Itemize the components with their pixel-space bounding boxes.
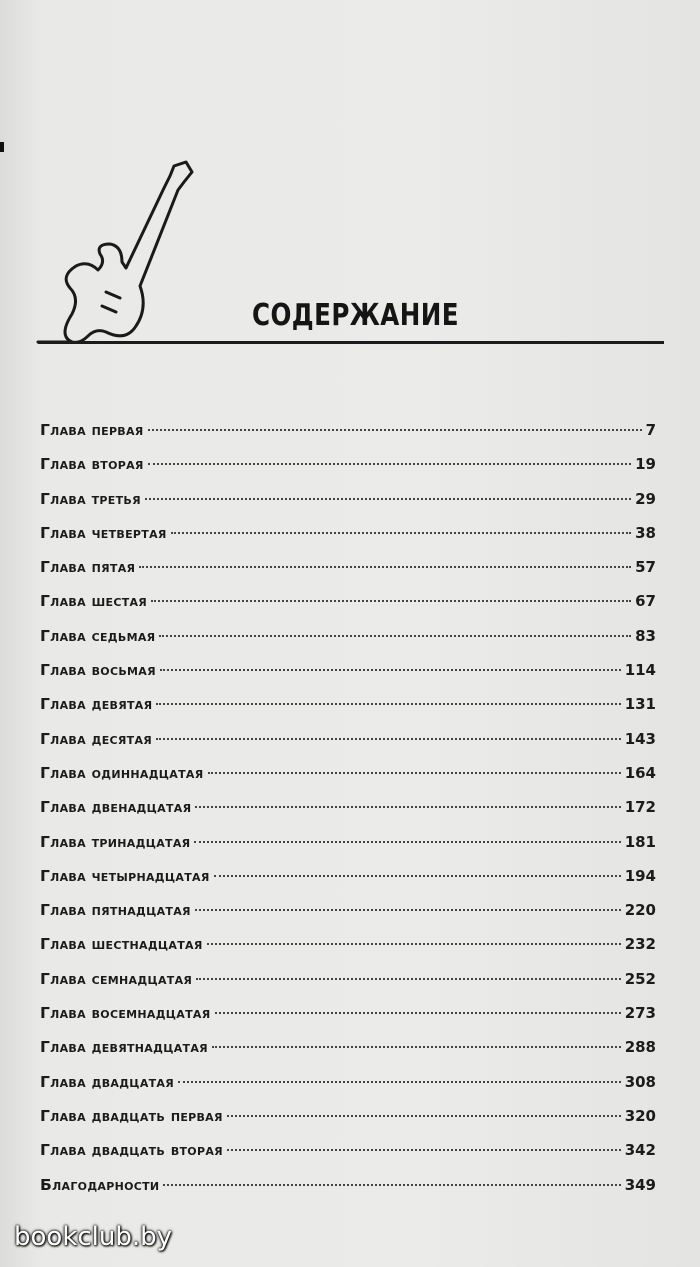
watermark: bookclub.by (14, 1222, 173, 1252)
toc-leader-dots (196, 978, 621, 980)
toc-entry-title: Глава восьмая (40, 661, 156, 680)
toc-leader-dots (145, 498, 631, 500)
toc-entry-page-number: 143 (624, 729, 656, 748)
toc-entry-page-number: 7 (645, 421, 656, 439)
toc-entry-page-number: 342 (624, 1141, 656, 1160)
toc-entry-title: Глава семнадцатая (40, 969, 193, 988)
toc-entry-title: Глава девятнадцатая (40, 1038, 208, 1057)
toc-entry-title: Глава первая (40, 421, 144, 439)
toc-entry-page-number: 273 (624, 1004, 656, 1023)
toc-entry-title: Глава двадцатая (40, 1072, 175, 1091)
toc-entry (40, 833, 656, 867)
toc-entry-title: Глава десятая (40, 729, 153, 748)
toc-entry (40, 970, 656, 1004)
toc-leader-dots (156, 703, 620, 705)
toc-entry (40, 695, 656, 729)
toc-entry-title: Глава двадцать вторая (40, 1141, 223, 1160)
toc-leader-dots (207, 943, 621, 945)
toc-entry-page-number: 57 (635, 558, 656, 577)
toc-entry-page-number: 288 (624, 1038, 656, 1057)
toc-entry-page-number: 220 (624, 901, 656, 920)
toc-entry-page-number: 67 (635, 592, 656, 611)
toc-entry (40, 1004, 656, 1038)
toc-entry (40, 1038, 656, 1072)
toc-entry-title: Глава четвертая (40, 523, 167, 542)
toc-entry-page-number: 308 (624, 1072, 656, 1091)
toc-entry-title: Глава девятая (40, 695, 153, 714)
toc-entry-page-number: 164 (624, 763, 656, 782)
toc-leader-dots (148, 463, 631, 465)
toc-leader-dots (212, 1046, 621, 1048)
toc-entry-title: Глава восемнадцатая (40, 1004, 211, 1023)
toc-entry-title: Глава шестнадцатая (40, 935, 203, 954)
toc-leader-dots (163, 1184, 620, 1186)
toc-entry (40, 1107, 656, 1141)
toc-entry-title: Глава тринадцатая (40, 832, 191, 851)
toc-entry-title: Глава двадцать первая (40, 1106, 223, 1125)
toc-leader-dots (208, 772, 621, 774)
toc-entry (40, 1141, 656, 1175)
page-title: СОДЕРЖАНИЕ (252, 298, 459, 333)
toc-leader-dots (227, 1149, 621, 1151)
toc-leader-dots (194, 841, 620, 843)
toc-entry-title: Глава седьмая (40, 626, 156, 645)
toc-leader-dots (156, 738, 621, 740)
table-of-contents (40, 421, 656, 1210)
toc-entry-title: Глава двенадцатая (40, 798, 192, 817)
toc-entry-page-number: 38 (635, 523, 656, 542)
toc-entry-page-number: 252 (624, 969, 656, 988)
toc-entry-title: Глава вторая (40, 455, 144, 474)
toc-entry-page-number: 194 (624, 866, 656, 885)
toc-entry (40, 901, 656, 935)
toc-leader-dots (151, 600, 631, 602)
toc-leader-dots (227, 1115, 621, 1117)
electric-guitar-icon (36, 158, 216, 348)
toc-leader-dots (215, 1012, 621, 1014)
toc-entry-page-number: 131 (624, 695, 656, 714)
toc-entry (40, 867, 656, 901)
toc-entry (40, 524, 656, 558)
toc-entry (40, 1073, 656, 1107)
toc-entry (40, 661, 656, 695)
heading-rule (38, 341, 664, 344)
toc-entry-title: Глава шестая (40, 592, 148, 611)
toc-entry (40, 558, 656, 592)
toc-entry-page-number: 320 (624, 1106, 656, 1125)
toc-entry-page-number: 232 (624, 935, 656, 954)
toc-entry (40, 935, 656, 969)
toc-entry (40, 1176, 656, 1210)
toc-entry-title: Глава одиннадцатая (40, 763, 204, 782)
toc-entry (40, 592, 656, 626)
toc-leader-dots (148, 429, 642, 431)
toc-entry-page-number: 83 (635, 626, 656, 645)
toc-entry-title: Благодарности (40, 1175, 160, 1194)
toc-leader-dots (160, 669, 621, 671)
toc-entry-page-number: 19 (635, 455, 656, 474)
toc-entry-title: Глава третья (40, 489, 141, 508)
toc-entry-page-number: 349 (624, 1175, 656, 1194)
toc-entry-page-number: 172 (624, 798, 656, 817)
toc-entry (40, 455, 656, 489)
toc-entry-page-number: 181 (624, 832, 656, 851)
toc-leader-dots (159, 635, 631, 637)
toc-entry (40, 421, 656, 455)
toc-entry-title: Глава четырнадцатая (40, 866, 210, 885)
page-edge-mark (0, 142, 4, 152)
toc-leader-dots (195, 909, 621, 911)
toc-entry (40, 764, 656, 798)
toc-entry (40, 730, 656, 764)
toc-leader-dots (171, 532, 631, 534)
toc-entry-page-number: 29 (635, 489, 656, 508)
toc-entry (40, 798, 656, 832)
toc-leader-dots (139, 566, 631, 568)
toc-leader-dots (195, 806, 620, 808)
toc-entry-title: Глава пятая (40, 558, 136, 577)
toc-entry (40, 490, 656, 524)
toc-leader-dots (178, 1081, 621, 1083)
toc-leader-dots (214, 875, 621, 877)
toc-entry (40, 627, 656, 661)
toc-entry-page-number: 114 (624, 661, 656, 680)
toc-entry-title: Глава пятнадцатая (40, 901, 191, 920)
